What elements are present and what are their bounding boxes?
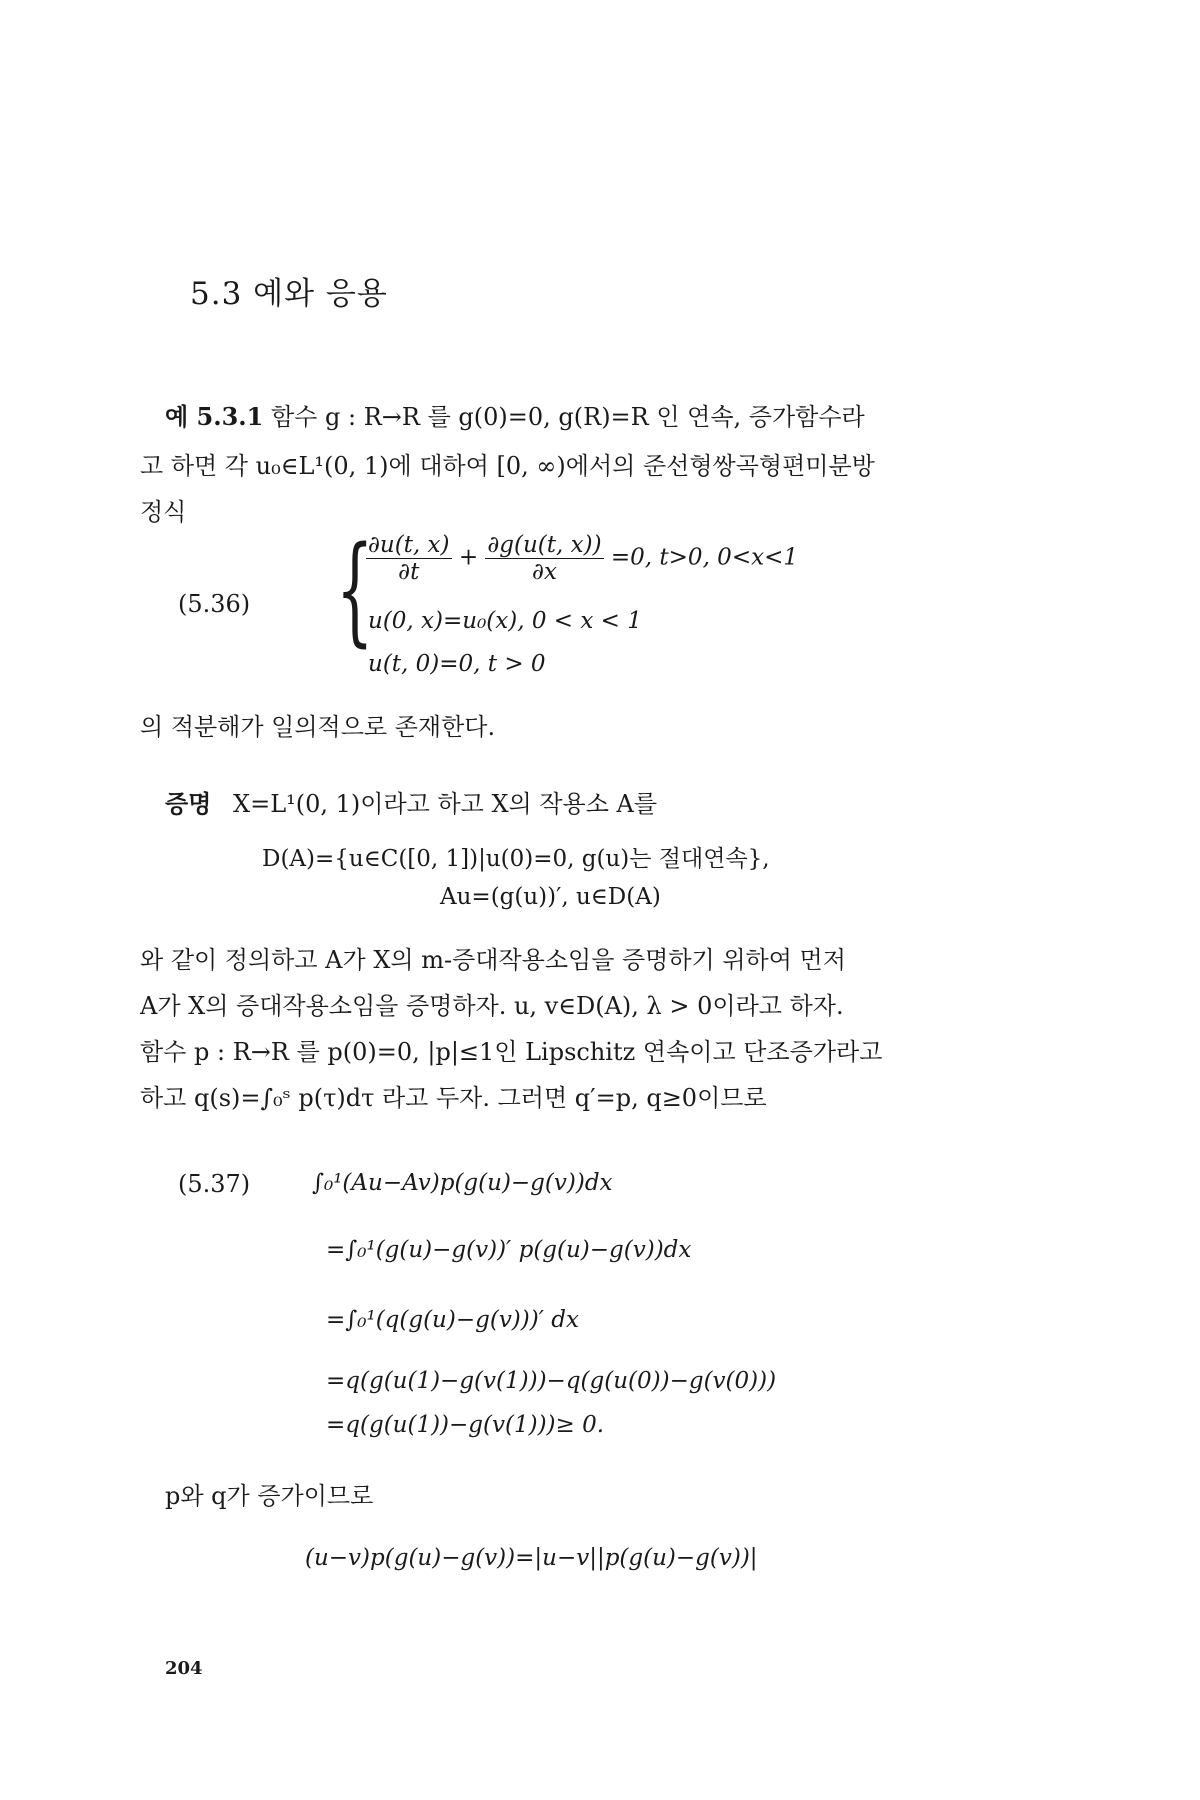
- system-eq-1: [366, 532, 798, 585]
- equation-537-line-2: =∫₀¹(g(u)−g(v))′ p(g(u)−g(v))dx: [326, 1237, 692, 1263]
- system-label: (5.36): [178, 590, 251, 618]
- equation-537-line-3: =∫₀¹(q(g(u)−g(v)))′ dx: [326, 1307, 579, 1333]
- proof-para-2: A가 X의 증대작용소임을 증명하자. u, v∈D(A), λ > 0이라고 하자.: [140, 992, 844, 1020]
- plus-sign: +: [458, 544, 479, 571]
- proof-line-1: [165, 784, 657, 819]
- proof-para-4: 하고 q(s)=∫₀ˢ p(τ)dτ 라고 두자. 그러면 q′=p, q≥0이므로: [140, 1084, 767, 1112]
- definition-domain: D(A)={u∈C([0, 1])|u(0)=0, g(u)는 절대연속},: [262, 846, 770, 872]
- equation-537-label: (5.37): [178, 1170, 251, 1198]
- system-brace: {: [336, 520, 374, 658]
- proof-para-3: 함수 p : R→R 를 p(0)=0, |p|≤1인 Lipschitz 연속이고 단조증가라고: [140, 1038, 883, 1066]
- example-conclusion: 의 적분해가 일의적으로 존재한다.: [140, 713, 496, 741]
- example-line-1: [165, 397, 865, 432]
- example-text-1: 함수 g : R→R 를 g(0)=0, g(R)=R 인 연속, 증가함수라: [271, 403, 865, 431]
- equation-537-line-4: =q(g(u(1)−g(v(1)))−q(g(u(0))−g(v(0))): [326, 1368, 777, 1394]
- system-eq-1-rest: =0, t>0, 0<x<1: [610, 544, 798, 571]
- example-lead: 예 5.3.1: [165, 402, 264, 431]
- fraction-dg-dx: [485, 532, 603, 585]
- section-title: 5.3 예와 응용: [190, 276, 388, 312]
- definition-operator: Au=(g(u))′, u∈D(A): [440, 884, 661, 910]
- example-line-2: 고 하면 각 u₀∈L¹(0, 1)에 대하여 [0, ∞)에서의 준선형쌍곡형편미분방: [140, 452, 875, 480]
- final-equation: (u−v)p(g(u)−g(v))=|u−v||p(g(u)−g(v))|: [305, 1545, 758, 1571]
- page-number: 204: [165, 1658, 203, 1679]
- fraction-denominator: ∂x: [532, 559, 557, 585]
- fraction-numerator: ∂u(t, x): [368, 532, 450, 558]
- example-line-3: 정식: [140, 498, 187, 526]
- proof-para-1: 와 같이 정의하고 A가 X의 m-증대작용소임을 증명하기 위하여 먼저: [140, 946, 846, 974]
- fraction-numerator: ∂g(u(t, x)): [487, 532, 602, 558]
- increasing-statement: p와 q가 증가이므로: [165, 1482, 374, 1510]
- fraction-denominator: ∂t: [398, 559, 420, 585]
- equation-537-line-5: =q(g(u(1))−g(v(1)))≥ 0.: [326, 1412, 605, 1438]
- proof-lead: 증명: [165, 789, 212, 818]
- proof-text-1: X=L¹(0, 1)이라고 하고 X의 작용소 A를: [233, 790, 658, 818]
- fraction-du-dt: [366, 532, 452, 585]
- equation-537-line-1: ∫₀¹(Au−Av)p(g(u)−g(v))dx: [312, 1170, 613, 1196]
- system-eq-2: u(0, x)=u₀(x), 0 < x < 1: [368, 608, 642, 634]
- system-eq-3: u(t, 0)=0, t > 0: [368, 651, 546, 677]
